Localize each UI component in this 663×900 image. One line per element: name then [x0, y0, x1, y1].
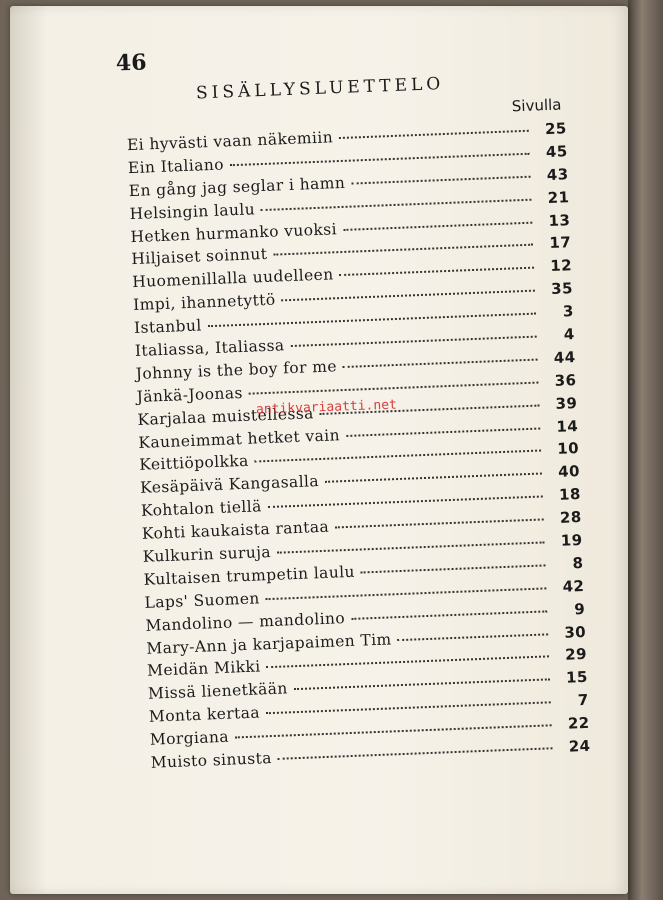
toc-entry-page: 8	[572, 553, 584, 573]
toc-entry-title: Kauneimmat hetket vain	[138, 425, 341, 452]
toc-entry-page: 17	[549, 233, 572, 253]
toc-entry-page: 10	[556, 439, 580, 459]
dot-leader	[343, 221, 532, 230]
page-content	[8, 0, 660, 898]
toc-entry-title: Meidän Mikki	[146, 657, 261, 681]
toc-entry-page: 18	[558, 485, 582, 505]
dot-leader	[230, 153, 530, 167]
toc-entry-title: Italiassa, Italiassa	[134, 336, 285, 361]
toc-entry-page: 44	[553, 348, 576, 367]
toc-entry-title: Kesäpäivä Kangasalla	[139, 472, 320, 498]
toc-entry-page: 43	[546, 165, 569, 184]
dot-leader	[335, 519, 544, 529]
toc-entry-page: 28	[559, 508, 582, 527]
dot-leader	[361, 564, 546, 573]
toc-entry-page: 30	[564, 622, 587, 642]
toc-entry-page: 4	[563, 325, 575, 344]
toc-entry-title: Kulkurin suruja	[142, 542, 272, 566]
toc-entry-title: Kohtalon tiellä	[140, 497, 263, 521]
dot-leader	[266, 702, 551, 715]
toc-entry-page: 3	[562, 302, 575, 321]
toc-entry-title: Hetken hurmanko vuoksi	[130, 219, 338, 246]
toc-entry-page: 40	[557, 462, 581, 482]
toc-entry-page: 14	[556, 416, 579, 436]
toc-entry-title: Jänkä-Joonas	[136, 383, 244, 406]
toc-entry-page: 42	[562, 576, 585, 596]
dot-leader	[351, 175, 530, 184]
dot-leader	[398, 633, 549, 641]
dot-leader	[261, 198, 531, 210]
toc-entry-title: Hiljaiset soinnut	[131, 245, 268, 269]
toc-entry-title: Laps' Suomen	[144, 589, 261, 612]
toc-entry-page: 45	[545, 142, 568, 161]
toc-entry-page: 15	[565, 668, 589, 688]
toc-entry-title: Missä lienetkään	[147, 679, 289, 704]
toc-entry-title: Mary-Ann ja karjapaimen Tim	[146, 629, 392, 658]
toc-entry-page: 22	[567, 714, 590, 733]
toc-entry-page: 29	[564, 645, 588, 665]
toc-entry-title: En gång jag seglar i hamn	[128, 173, 346, 200]
page-column-header: Sivulla	[511, 95, 562, 116]
dot-leader	[273, 244, 533, 256]
toc-entry-page: 25	[544, 119, 568, 139]
toc-entry-title: Ei hyvästi vaan näkemiin	[126, 128, 334, 155]
book-page	[10, 6, 628, 894]
toc-entry-page: 19	[560, 531, 583, 550]
dot-leader	[268, 496, 543, 509]
toc-entry-page: 7	[577, 691, 590, 710]
dot-leader	[340, 267, 535, 276]
dot-leader	[278, 747, 553, 760]
dot-leader	[346, 427, 540, 436]
toc-entry-title: Kohti kaukaista rantaa	[141, 517, 330, 544]
toc-entry-title: Mandolino — mandolino	[145, 608, 346, 635]
toc-entry-title: Morgiana	[149, 727, 230, 749]
toc-entry-title: Huomenillalla uudelleen	[131, 265, 334, 292]
page-number: 46	[115, 49, 147, 77]
toc-entry-title: Keittiöpolkka	[138, 452, 250, 475]
toc-entry-page: 12	[549, 256, 573, 276]
table-of-contents	[127, 119, 591, 776]
dot-leader	[294, 679, 550, 691]
dot-leader	[249, 381, 539, 394]
toc-entry-page: 13	[548, 210, 571, 230]
toc-entry-page: 9	[573, 599, 586, 619]
dot-leader	[208, 313, 536, 328]
toc-entry-title: Muisto sinusta	[150, 749, 273, 772]
toc-entry-title: Impi, ihannetyttö	[132, 290, 276, 315]
dot-leader	[277, 541, 545, 553]
toc-entry-title: Kultaisen trumpetin laulu	[143, 562, 356, 589]
watermark: antikvariaatti.net	[255, 397, 398, 418]
dot-leader	[290, 336, 536, 347]
toc-entry-title: Karjalaa muistellessa	[137, 403, 315, 429]
toc-entry-page: 24	[568, 736, 591, 756]
toc-entry-page: 35	[550, 279, 574, 299]
dot-leader	[266, 587, 547, 600]
dot-leader	[267, 656, 549, 669]
dot-leader	[235, 724, 552, 738]
toc-entry-page: 21	[547, 187, 570, 207]
toc-entry-title: Johnny is the boy for me	[135, 357, 338, 383]
page-title: SISÄLLYSLUETTELO	[195, 73, 445, 104]
toc-entry-title: Istanbul	[133, 316, 202, 338]
dot-leader	[282, 290, 535, 302]
toc-entry-title: Helsingin laulu	[129, 199, 256, 223]
toc-entry-title: Monta kertaa	[148, 703, 261, 727]
dot-leader	[339, 130, 529, 139]
toc-entry-title: Ein Italiano	[127, 155, 225, 178]
toc-entry-page: 39	[555, 393, 578, 413]
dot-leader	[255, 450, 541, 463]
dot-leader	[343, 358, 538, 367]
dot-leader	[351, 610, 547, 620]
dot-leader	[325, 473, 542, 483]
toc-entry-page: 36	[554, 370, 577, 390]
